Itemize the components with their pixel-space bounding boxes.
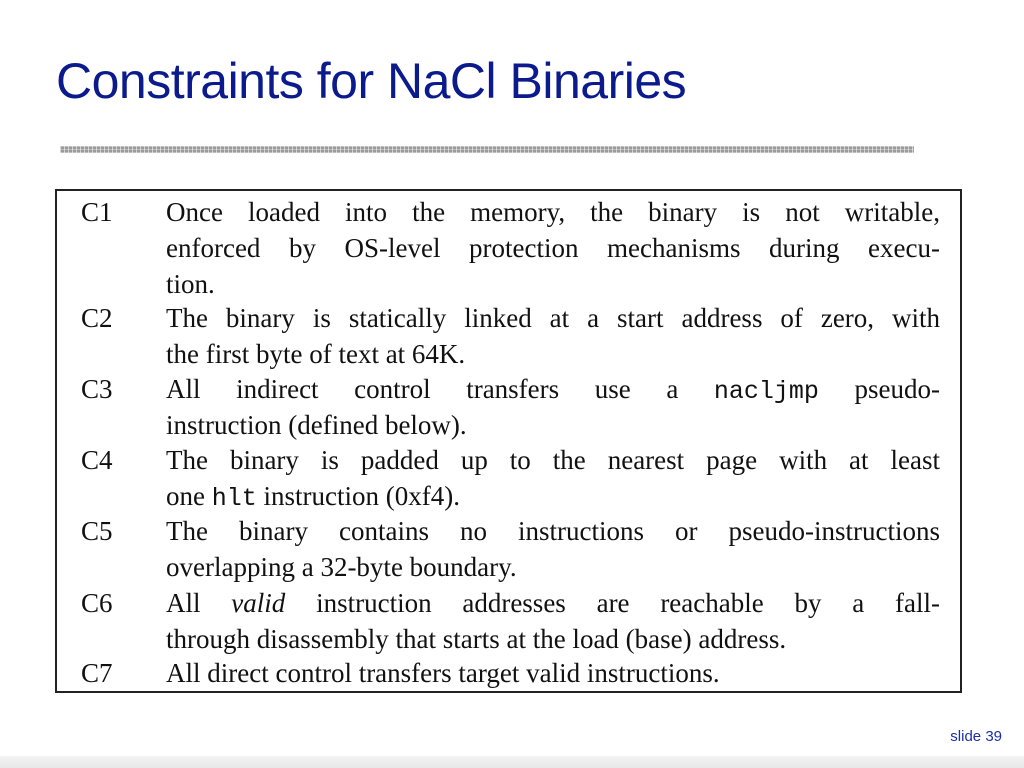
constraint-text-segment: All indirect control transfers use a <box>166 374 679 404</box>
constraint-text-segment: pseudo- <box>854 374 941 404</box>
constraint-line: the first byte of text at 64K. <box>166 339 466 369</box>
constraint-label: C4 <box>81 445 113 475</box>
constraint-text-segment: instruction addresses are reachable by a fall- <box>316 588 941 618</box>
constraint-line: The binary is padded up to the nearest page with at least <box>166 445 940 475</box>
constraint-line <box>166 585 940 621</box>
constraint-text-segment: one <box>166 481 205 511</box>
footer-band <box>0 756 1024 768</box>
constraint-line: overlapping a 32-byte boundary. <box>166 552 517 582</box>
constraint-line: enforced by OS-level protection mechanisms during execu- <box>166 233 940 263</box>
constraint-line: The binary contains no instructions or pseudo-instructions <box>166 516 940 546</box>
constraint-list <box>57 191 960 691</box>
constraints-figure <box>55 189 962 693</box>
constraint-description <box>166 371 940 443</box>
constraint-description <box>166 655 940 691</box>
constraint-line: The binary is statically linked at a start address of zero, with <box>166 303 940 333</box>
emphasis-valid: valid <box>231 588 286 618</box>
constraint-line: All direct control transfers target valid instructions. <box>166 658 720 688</box>
constraint-line: tion. <box>166 269 215 299</box>
constraint-line <box>166 371 940 407</box>
constraint-label: C6 <box>81 588 113 618</box>
constraint-description <box>166 300 940 372</box>
constraint-label: C1 <box>81 197 113 227</box>
code-term-hlt: hlt <box>211 484 257 513</box>
slide-number: slide 39 <box>950 728 1002 745</box>
constraint-line <box>166 478 940 514</box>
constraint-text-segment: instruction (0xf4). <box>263 481 460 511</box>
slide-title: Constraints for NaCl Binaries <box>56 53 687 109</box>
constraint-description <box>166 194 940 302</box>
constraint-description <box>166 585 940 657</box>
constraint-text-segment: All <box>166 588 201 618</box>
constraint-label: C5 <box>81 516 113 546</box>
code-term-nacljmp: nacljmp <box>713 377 819 406</box>
constraint-label: C2 <box>81 303 113 333</box>
constraint-line: Once loaded into the memory, the binary is not writable, <box>166 197 940 227</box>
constraint-description <box>166 513 940 585</box>
title-divider <box>60 146 914 153</box>
constraint-line: instruction (defined below). <box>166 410 467 440</box>
constraint-description <box>166 442 940 514</box>
constraint-line: through disassembly that starts at the load (base) address. <box>166 624 787 654</box>
constraint-label: C7 <box>81 658 113 688</box>
constraint-label: C3 <box>81 374 113 404</box>
